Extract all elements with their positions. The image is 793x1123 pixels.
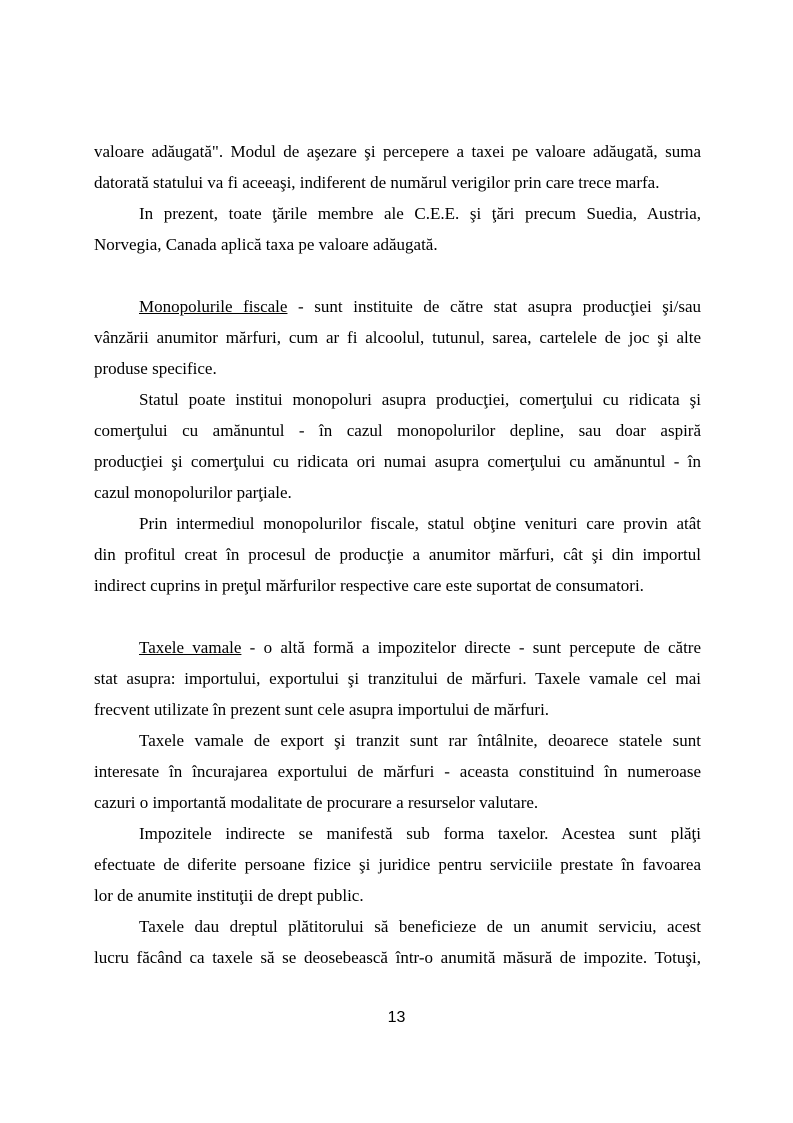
text-line: Norvegia, Canada aplică taxa pe valoare adăugată. bbox=[94, 235, 438, 254]
paragraph-tva-continuation bbox=[94, 136, 701, 198]
term-taxele-vamale: Taxele vamale bbox=[139, 638, 242, 657]
text-line: stat asupra: importului, exportului şi tranzitului de mărfuri. Taxele vamale cel mai bbox=[94, 669, 701, 688]
paragraph-tva-countries bbox=[94, 198, 701, 260]
text-line: comerţului cu amănuntul - în cazul monopolurilor depline, sau doar aspiră bbox=[94, 421, 701, 440]
text-line: datorată statului va fi aceeaşi, indiferent de numărul verigilor prin care trece marfa. bbox=[94, 173, 660, 192]
text-line: Taxele vamale de export şi tranzit sunt rar întâlnite, deoarece statele sunt bbox=[139, 731, 701, 750]
text-line: lor de anumite instituţii de drept public. bbox=[94, 886, 364, 905]
text-line bbox=[94, 291, 701, 322]
paragraph-monopolurile-fiscale bbox=[94, 291, 701, 384]
text-line: Statul poate institui monopoluri asupra producţiei, comerţului cu ridicata şi bbox=[139, 390, 701, 409]
text-line: frecvent utilizate în prezent sunt cele asupra importului de mărfuri. bbox=[94, 700, 550, 719]
text-line: interesate în încurajarea exportului de mărfuri - aceasta constituind în numeroase bbox=[94, 762, 701, 781]
text-line bbox=[94, 632, 701, 663]
text-line: produse specifice. bbox=[94, 359, 217, 378]
text-line: vânzării anumitor mărfuri, cum ar fi alcoolul, tutunul, sarea, cartelele de joc şi alte bbox=[94, 328, 701, 347]
paragraph-monopoluri-tipuri bbox=[94, 384, 701, 508]
text-segment: - o altă formă a impozitelor directe - sunt percepute de către bbox=[241, 638, 702, 657]
text-line: In prezent, toate ţările membre ale C.E.E. şi ţări precum Suedia, Austria, bbox=[139, 204, 701, 223]
paragraph-taxe-export-tranzit bbox=[94, 725, 701, 818]
paragraph-monopoluri-venituri bbox=[94, 508, 701, 601]
text-line: lucru făcând ca taxele să se deosebească într-o anumită măsură de impozite. Totuşi, bbox=[94, 948, 701, 967]
paragraph-taxele-vamale bbox=[94, 632, 701, 725]
text-line: indirect cuprins in preţul mărfurilor respective care este suportat de consumatori. bbox=[94, 576, 644, 595]
text-line: Prin intermediul monopolurilor fiscale, statul obţine venituri care provin atât bbox=[139, 514, 701, 533]
paragraph-impozite-indirecte bbox=[94, 818, 701, 911]
text-line: valoare adăugată". Modul de aşezare şi percepere a taxei pe valoare adăugată, suma bbox=[94, 142, 701, 161]
text-line: Impozitele indirecte se manifestă sub forma taxelor. Acestea sunt plăţi bbox=[139, 824, 701, 843]
text-line: Taxele dau dreptul plătitorului să beneficieze de un anumit serviciu, acest bbox=[139, 917, 701, 936]
paragraph-taxele-dau-dreptul bbox=[94, 911, 701, 973]
document-body bbox=[94, 136, 701, 973]
text-line: cazul monopolurilor parţiale. bbox=[94, 483, 292, 502]
text-segment: - sunt instituite de către stat asupra producţiei şi/sau bbox=[287, 297, 701, 316]
text-line: producţiei şi comerţului cu ridicata ori numai asupra comerţului cu amănuntul - în bbox=[94, 452, 701, 471]
paragraph-gap bbox=[94, 601, 701, 632]
term-monopolurile-fiscale: Monopolurile fiscale bbox=[139, 297, 288, 316]
text-line: cazuri o importantă modalitate de procurare a resurselor valutare. bbox=[94, 793, 539, 812]
text-line: din profitul creat în procesul de producţie a anumitor mărfuri, cât şi din importul bbox=[94, 545, 701, 564]
text-line: efectuate de diferite persoane fizice şi juridice pentru serviciile prestate în favoarea bbox=[94, 855, 701, 874]
page-number: 13 bbox=[387, 1009, 406, 1026]
paragraph-gap bbox=[94, 260, 701, 291]
